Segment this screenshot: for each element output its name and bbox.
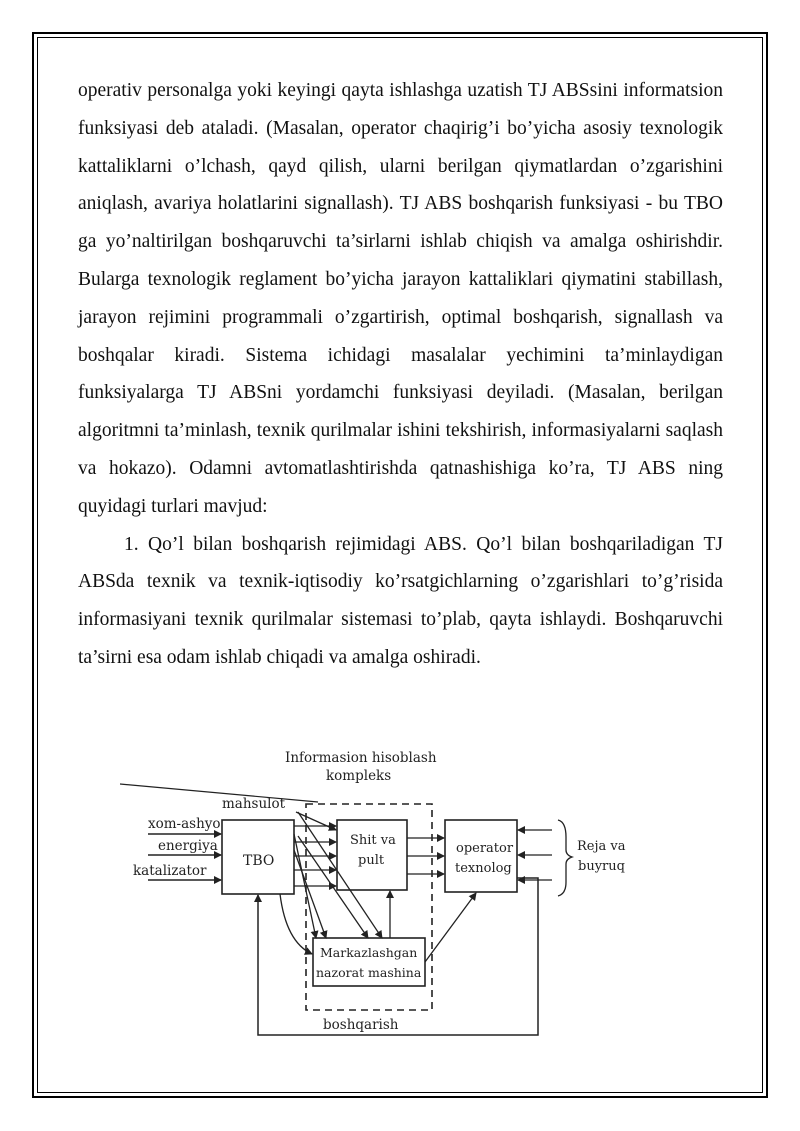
plan-label-2: buyruq bbox=[578, 859, 625, 874]
panel-label-1: Shit va bbox=[350, 833, 396, 848]
body-text bbox=[78, 72, 723, 677]
input-raw-label: xom-ashyo bbox=[148, 816, 221, 832]
input-energy-label: energiya bbox=[158, 838, 218, 854]
feedback-label: boshqarish bbox=[323, 1017, 399, 1033]
complex-pointer bbox=[120, 784, 318, 802]
tbo-label: TBO bbox=[243, 853, 275, 869]
operator-label-2: texnolog bbox=[455, 861, 512, 876]
complex-label: Informasion hisoblash bbox=[285, 750, 437, 766]
paragraph: operativ personalga yoki keyingi qayta ishlashga uzatish TJ ABSsini informatsion funksiyasi deb ataladi. (Masalan, operator chaqirig’i bo’yicha asosiy texnologik kattaliklarni o’lchash, qayd qilish, ularni berilgan qiymatlardan o’zgarishini aniqlash, avariya holatlarini signallash). TJ ABS boshqarish funksiyasi - bu TBO ga yo’naltirilgan boshqaruvchi ta’sirlarni ishlab chiqish va amalga oshirishdir. Bularga texnologik reglament bo’yicha jarayon kattaliklari qiymatini stabillash, jarayon rejimini programmali o’zgartirish, optimal boshqarish, signallash va boshqalar kiradi. Sistema ichidagi masalalar yechimini ta’minlaydigan funksiyalarga TJ ABSni yordamchi funksiyasi deyiladi. (Masalan, berilgan algoritmni ta’minlash, texnik qurilmalar ishini tekshirish, informasiyalarni saqlash va hokazo). Odamni avtomatlashtirishda qatnashishiga ko’ra, TJ ABS ning quyidagi turlari mavjud: bbox=[78, 80, 723, 517]
tbo-machine-curve bbox=[280, 894, 312, 954]
machine-to-operator-arrow bbox=[425, 893, 476, 962]
machine-label-1: Markazlashgan bbox=[320, 945, 418, 960]
input-product-label: mahsulot bbox=[222, 796, 286, 812]
operator-label-1: operator bbox=[456, 841, 514, 856]
input-catalyst-label: katalizator bbox=[133, 863, 207, 879]
plan-brace bbox=[558, 820, 572, 896]
control-system-diagram bbox=[120, 742, 640, 1042]
complex-label-2: kompleks bbox=[326, 768, 392, 784]
machine-label-2: nazorat mashina bbox=[316, 965, 422, 980]
operator-box bbox=[445, 820, 517, 892]
panel-label-2: pult bbox=[358, 853, 385, 868]
plan-label-1: Reja va bbox=[577, 839, 626, 854]
mahsulot-to-panel-arrow bbox=[296, 812, 336, 830]
tbo-to-machine-arrow-2 bbox=[294, 850, 326, 938]
list-item: 1. Qo’l bilan boshqarish rejimidagi ABS. Qo’l bilan boshqariladigan TJ ABSda texnik va texnik-iqtisodiy ko’rsatgichlarning o’zgarishlari to’g’risida informasiyani texnik qurilmalar sistemasi to’plab, qayta ishlaydi. Boshqaruvchi ta’sirni esa odam ishlab chiqadi va amalga oshiradi. bbox=[78, 533, 723, 668]
